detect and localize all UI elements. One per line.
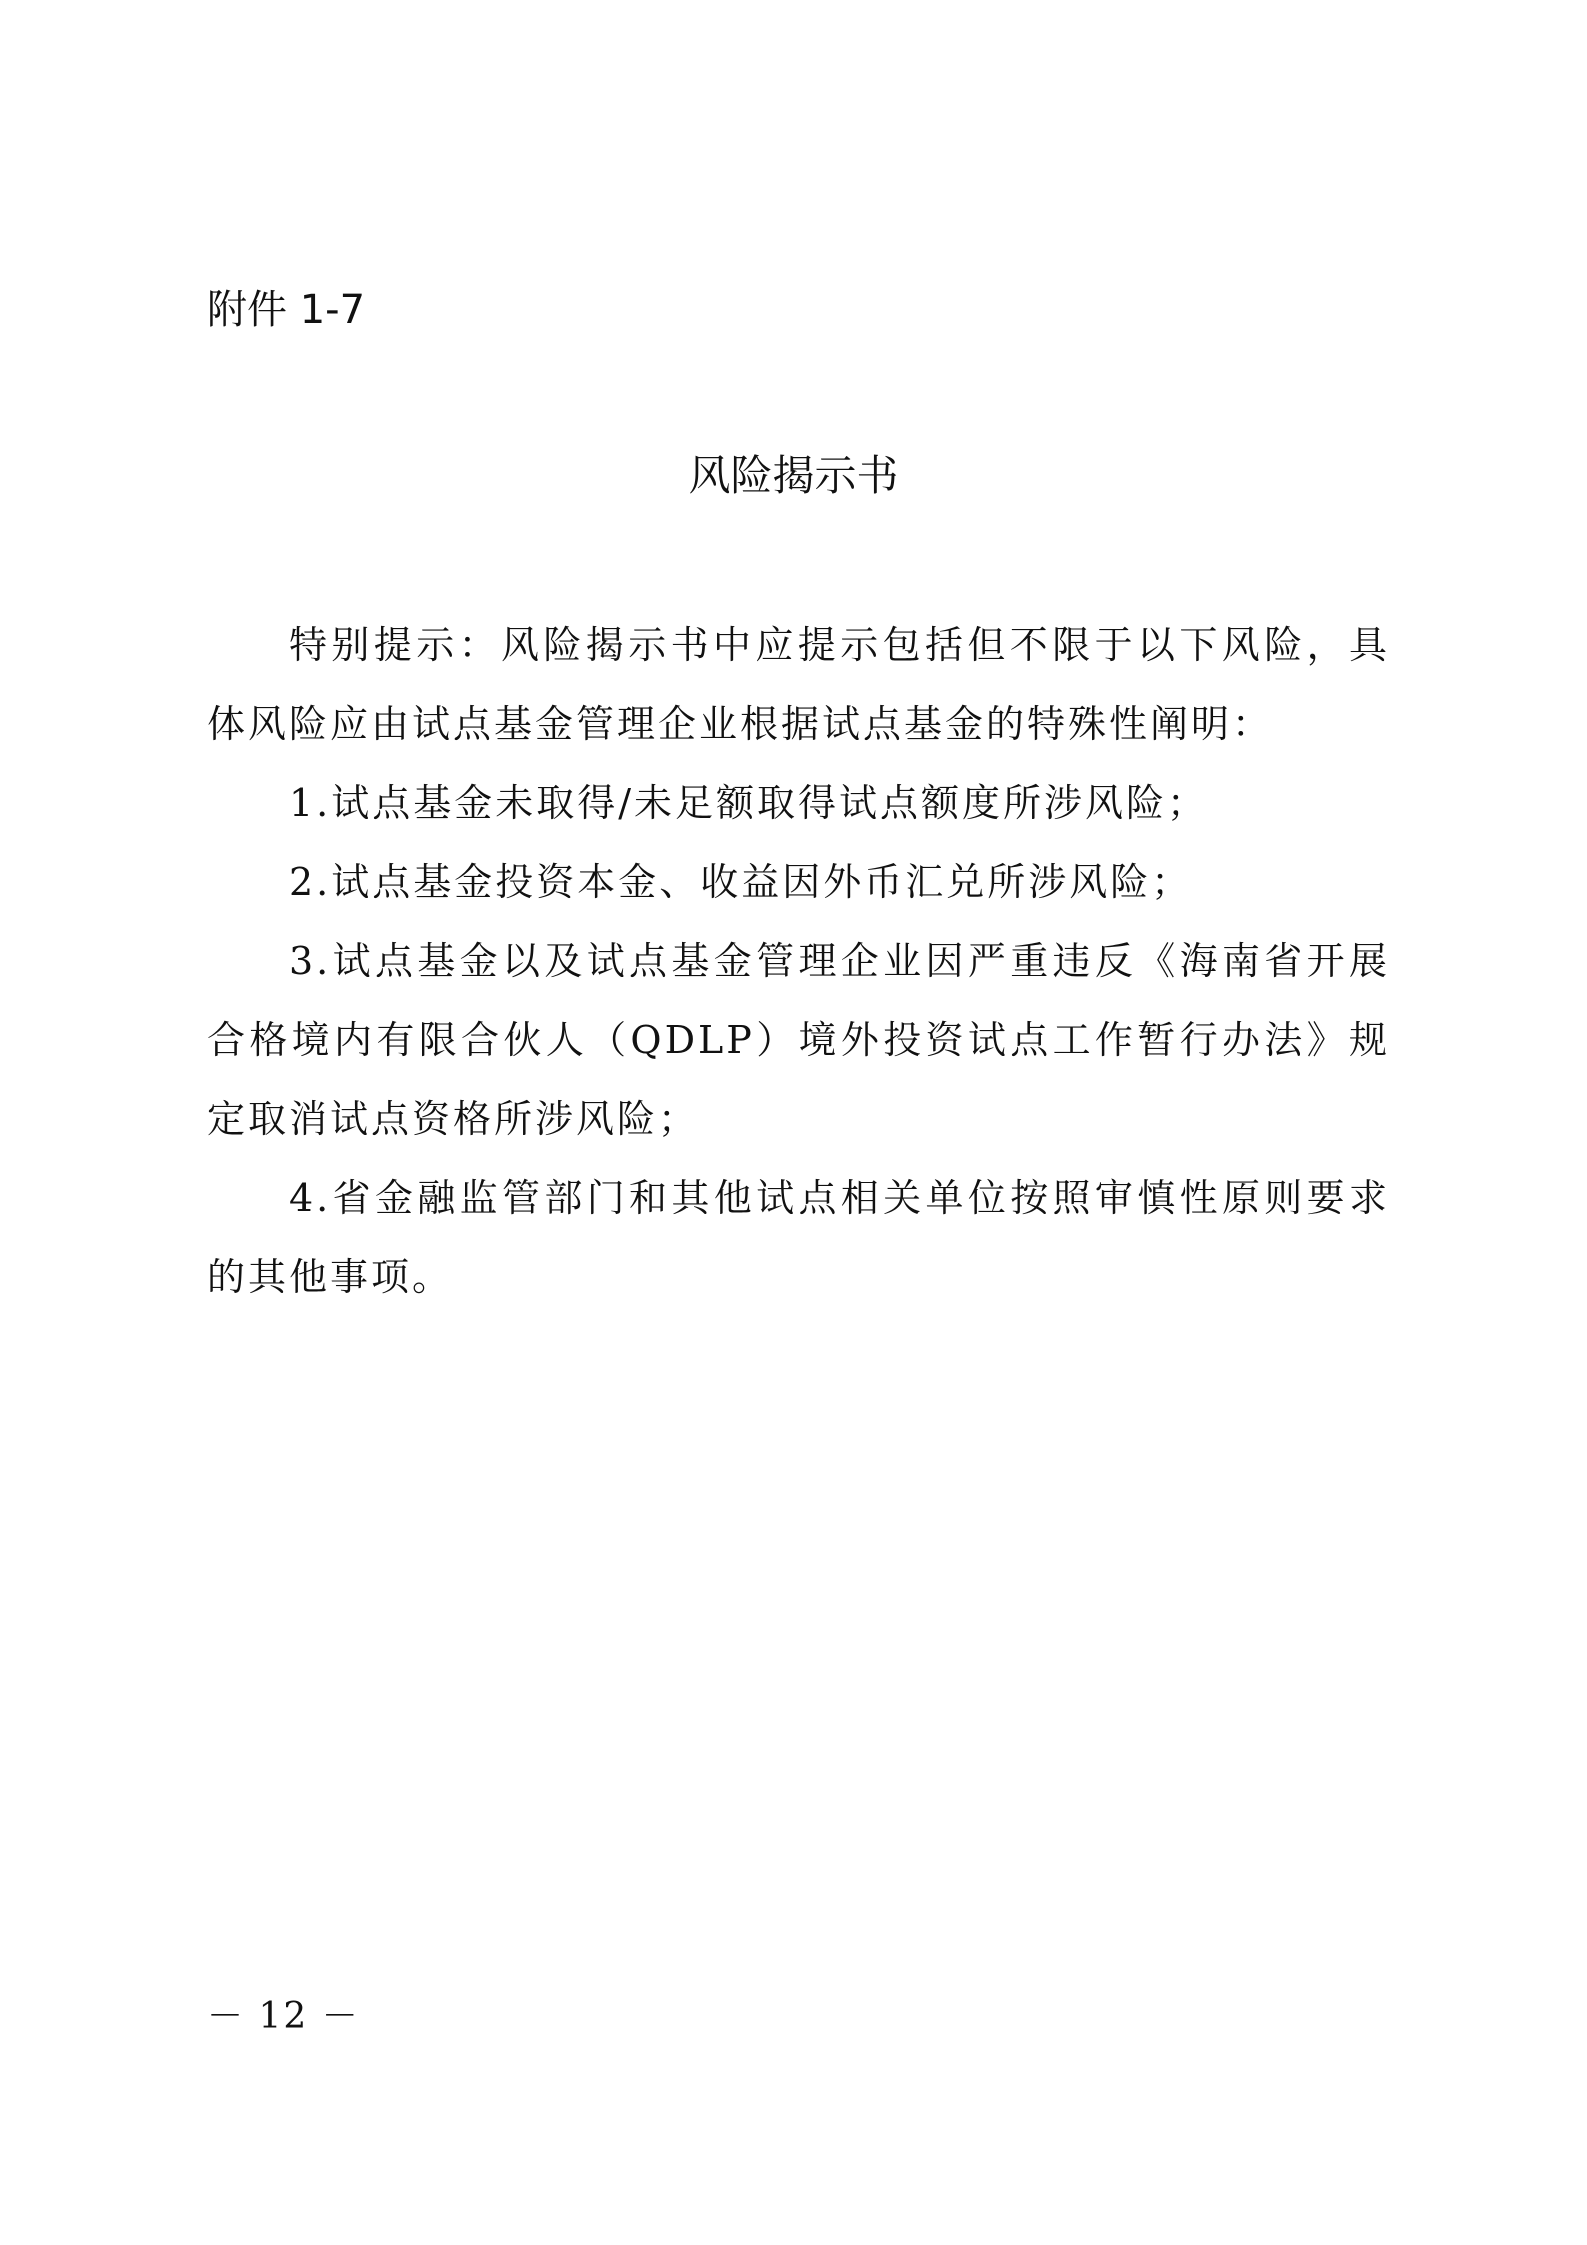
document-body: [207, 606, 1390, 1317]
paragraph-item-4: 4.省金融监管部门和其他试点相关单位按照审慎性原则要求的其他事项。: [207, 1176, 1390, 1299]
paragraph-item-3: 3.试点基金以及试点基金管理企业因严重违反《海南省开展合格境内有限合伙人（QDLP）境外投资试点工作暂行办法》规定取消试点资格所涉风险；: [207, 939, 1390, 1141]
paragraph-special-notice: 特别提示：风险揭示书中应提示包括但不限于以下风险，具体风险应由试点基金管理企业根据试点基金的特殊性阐明：: [207, 623, 1390, 746]
page-number: － 12 －: [207, 1996, 360, 2037]
attachment-label: 附件 1-7: [207, 287, 366, 333]
paragraph-item-2: 2.试点基金投资本金、收益因外币汇兑所涉风险；: [289, 860, 1193, 904]
paragraph-item-1: 1.试点基金未取得/未足额取得试点额度所涉风险；: [289, 781, 1209, 825]
document-title: 风险揭示书: [688, 451, 899, 500]
